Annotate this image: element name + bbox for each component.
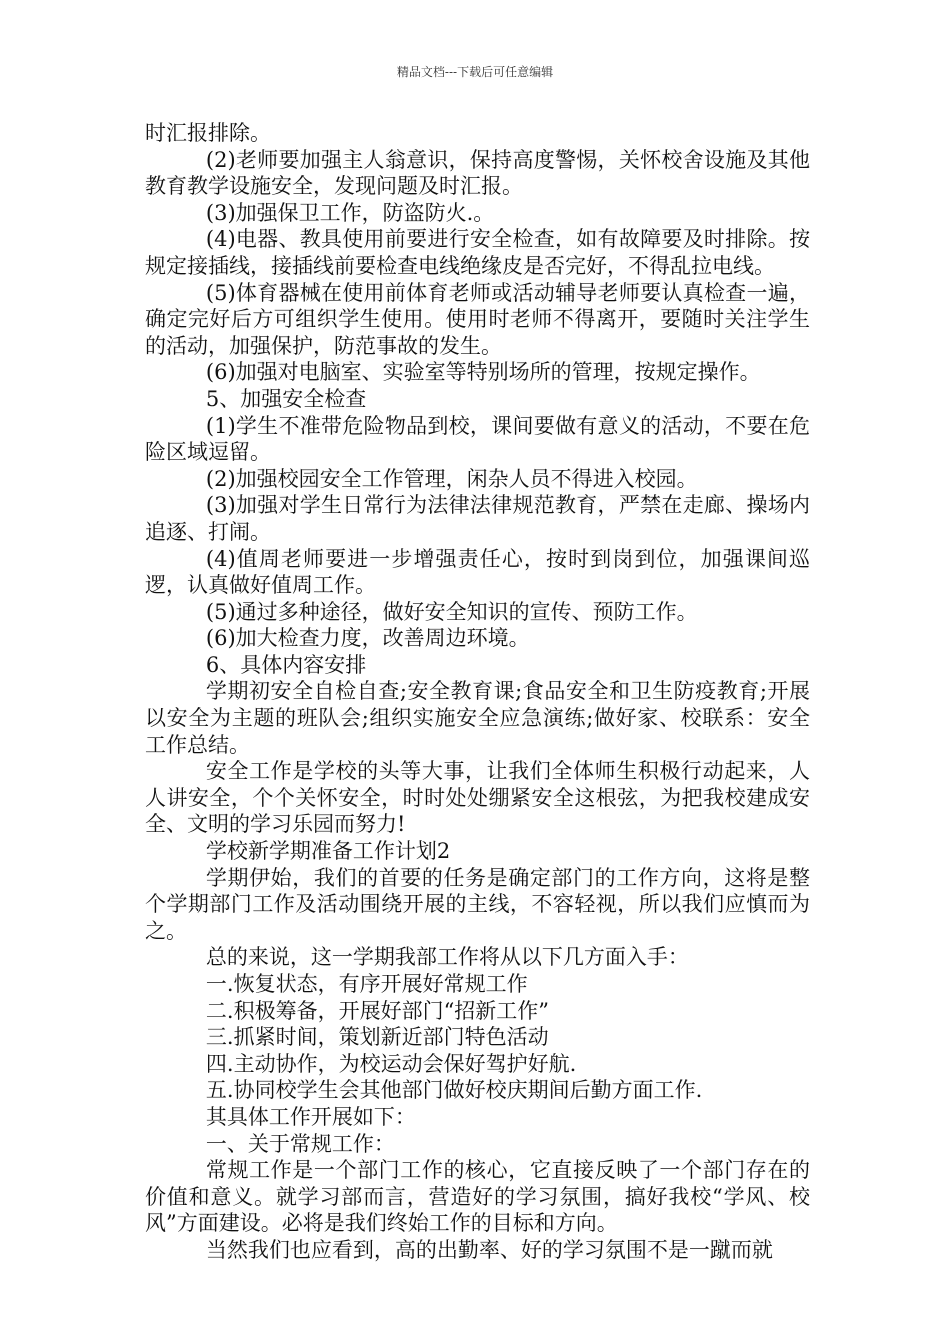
list-item: 一.恢复状态，有序开展好常规工作 <box>205 972 528 996</box>
page-header: 精品文档---下载后可任意编辑 <box>396 65 554 79</box>
paragraph: (2)加强校园安全工作管理，闲杂人员不得进入校园。 <box>205 466 698 491</box>
paragraph: (5)体育器械在使用前体育老师或活动辅导老师要认真检查一遍，确定完好后方可组织学生使用。使用时老师不得离开，要随时关注学生的活动，加强保护，防范事故的发生。 <box>145 280 810 358</box>
paragraph: (3)加强对学生日常行为法律法律规范教育，严禁在走廊、操场内追逐、打闹。 <box>145 493 810 544</box>
document-body <box>145 120 810 1264</box>
section-heading: 6、具体内容安排 <box>205 652 367 677</box>
paragraph: 常规工作是一个部门工作的核心，它直接反映了一个部门存在的价值和意义。就学习部而言，营造好的学习氛围，搞好我校“学风、校风”方面建设。必将是我们终始工作的目标和方向。 <box>145 1158 810 1236</box>
paragraph: 总的来说，这一学期我部工作将从以下几方面入手： <box>205 945 689 970</box>
paragraph: 安全工作是学校的头等大事，让我们全体师生积极行动起来，人人讲安全，个个关怀安全，时时处处绷紧安全这根弦，为把我校建成安全、文明的学习乐园而努力! <box>145 759 810 837</box>
document-title: 学校新学期准备工作计划2 <box>205 839 451 864</box>
section-heading: 5、加强安全检查 <box>205 386 367 411</box>
paragraph: (2)老师要加强主人翁意识，保持高度警惕，关怀校舍设施及其他教育教学设施安全，发现问题及时汇报。 <box>145 147 810 199</box>
paragraph: 学期伊始，我们的首要的任务是确定部门的工作方向，这将是整个学期部门工作及活动围绕开展的主线，不容轻视，所以我们应慎而为之。 <box>145 865 810 943</box>
list-item: 二.积极筹备，开展好部门“招新工作” <box>205 998 550 1023</box>
paragraph: 当然我们也应看到，高的出勤率、好的学习氛围不是一蹴而就 <box>205 1237 773 1262</box>
paragraph: (5)通过多种途径，做好安全知识的宣传、预防工作。 <box>205 599 698 624</box>
paragraph: (6)加大检查力度，改善周边环境。 <box>205 626 530 651</box>
paragraph: 学期初安全自检自查;安全教育课;食品安全和卫生防疫教育;开展以安全为主题的班队会;组织实施安全应急演练;做好家、校联系：安全工作总结。 <box>145 679 810 757</box>
list-item: 五.协同校学生会其他部门做好校庆期间后勤方面工作. <box>205 1078 703 1103</box>
paragraph: 其具体工作开展如下： <box>205 1104 416 1129</box>
paragraph: (4)电器、教具使用前要进行安全检查，如有故障要及时排除。按规定接插线，接插线前要检查电线绝缘皮是否完好，不得乱拉电线。 <box>145 227 810 278</box>
section-heading: 一、关于常规工作： <box>205 1131 395 1156</box>
paragraph: (3)加强保卫工作，防盗防火.。 <box>205 200 495 225</box>
paragraph: (4)值周老师要进一步增强责任心，按时到岗到位，加强课间巡逻，认真做好值周工作。 <box>145 546 810 598</box>
paragraph: (1)学生不准带危险物品到校，课间要做有意义的活动，不要在危险区域逗留。 <box>145 413 810 465</box>
list-item: 三.抓紧时间，策划新近部门特色活动 <box>205 1025 549 1050</box>
paragraph: 时汇报排除。 <box>145 121 271 145</box>
list-item: 四.主动协作，为校运动会保好驾护好航. <box>205 1051 577 1076</box>
paragraph: (6)加强对电脑室、实验室等特别场所的管理，按规定操作。 <box>205 360 761 385</box>
